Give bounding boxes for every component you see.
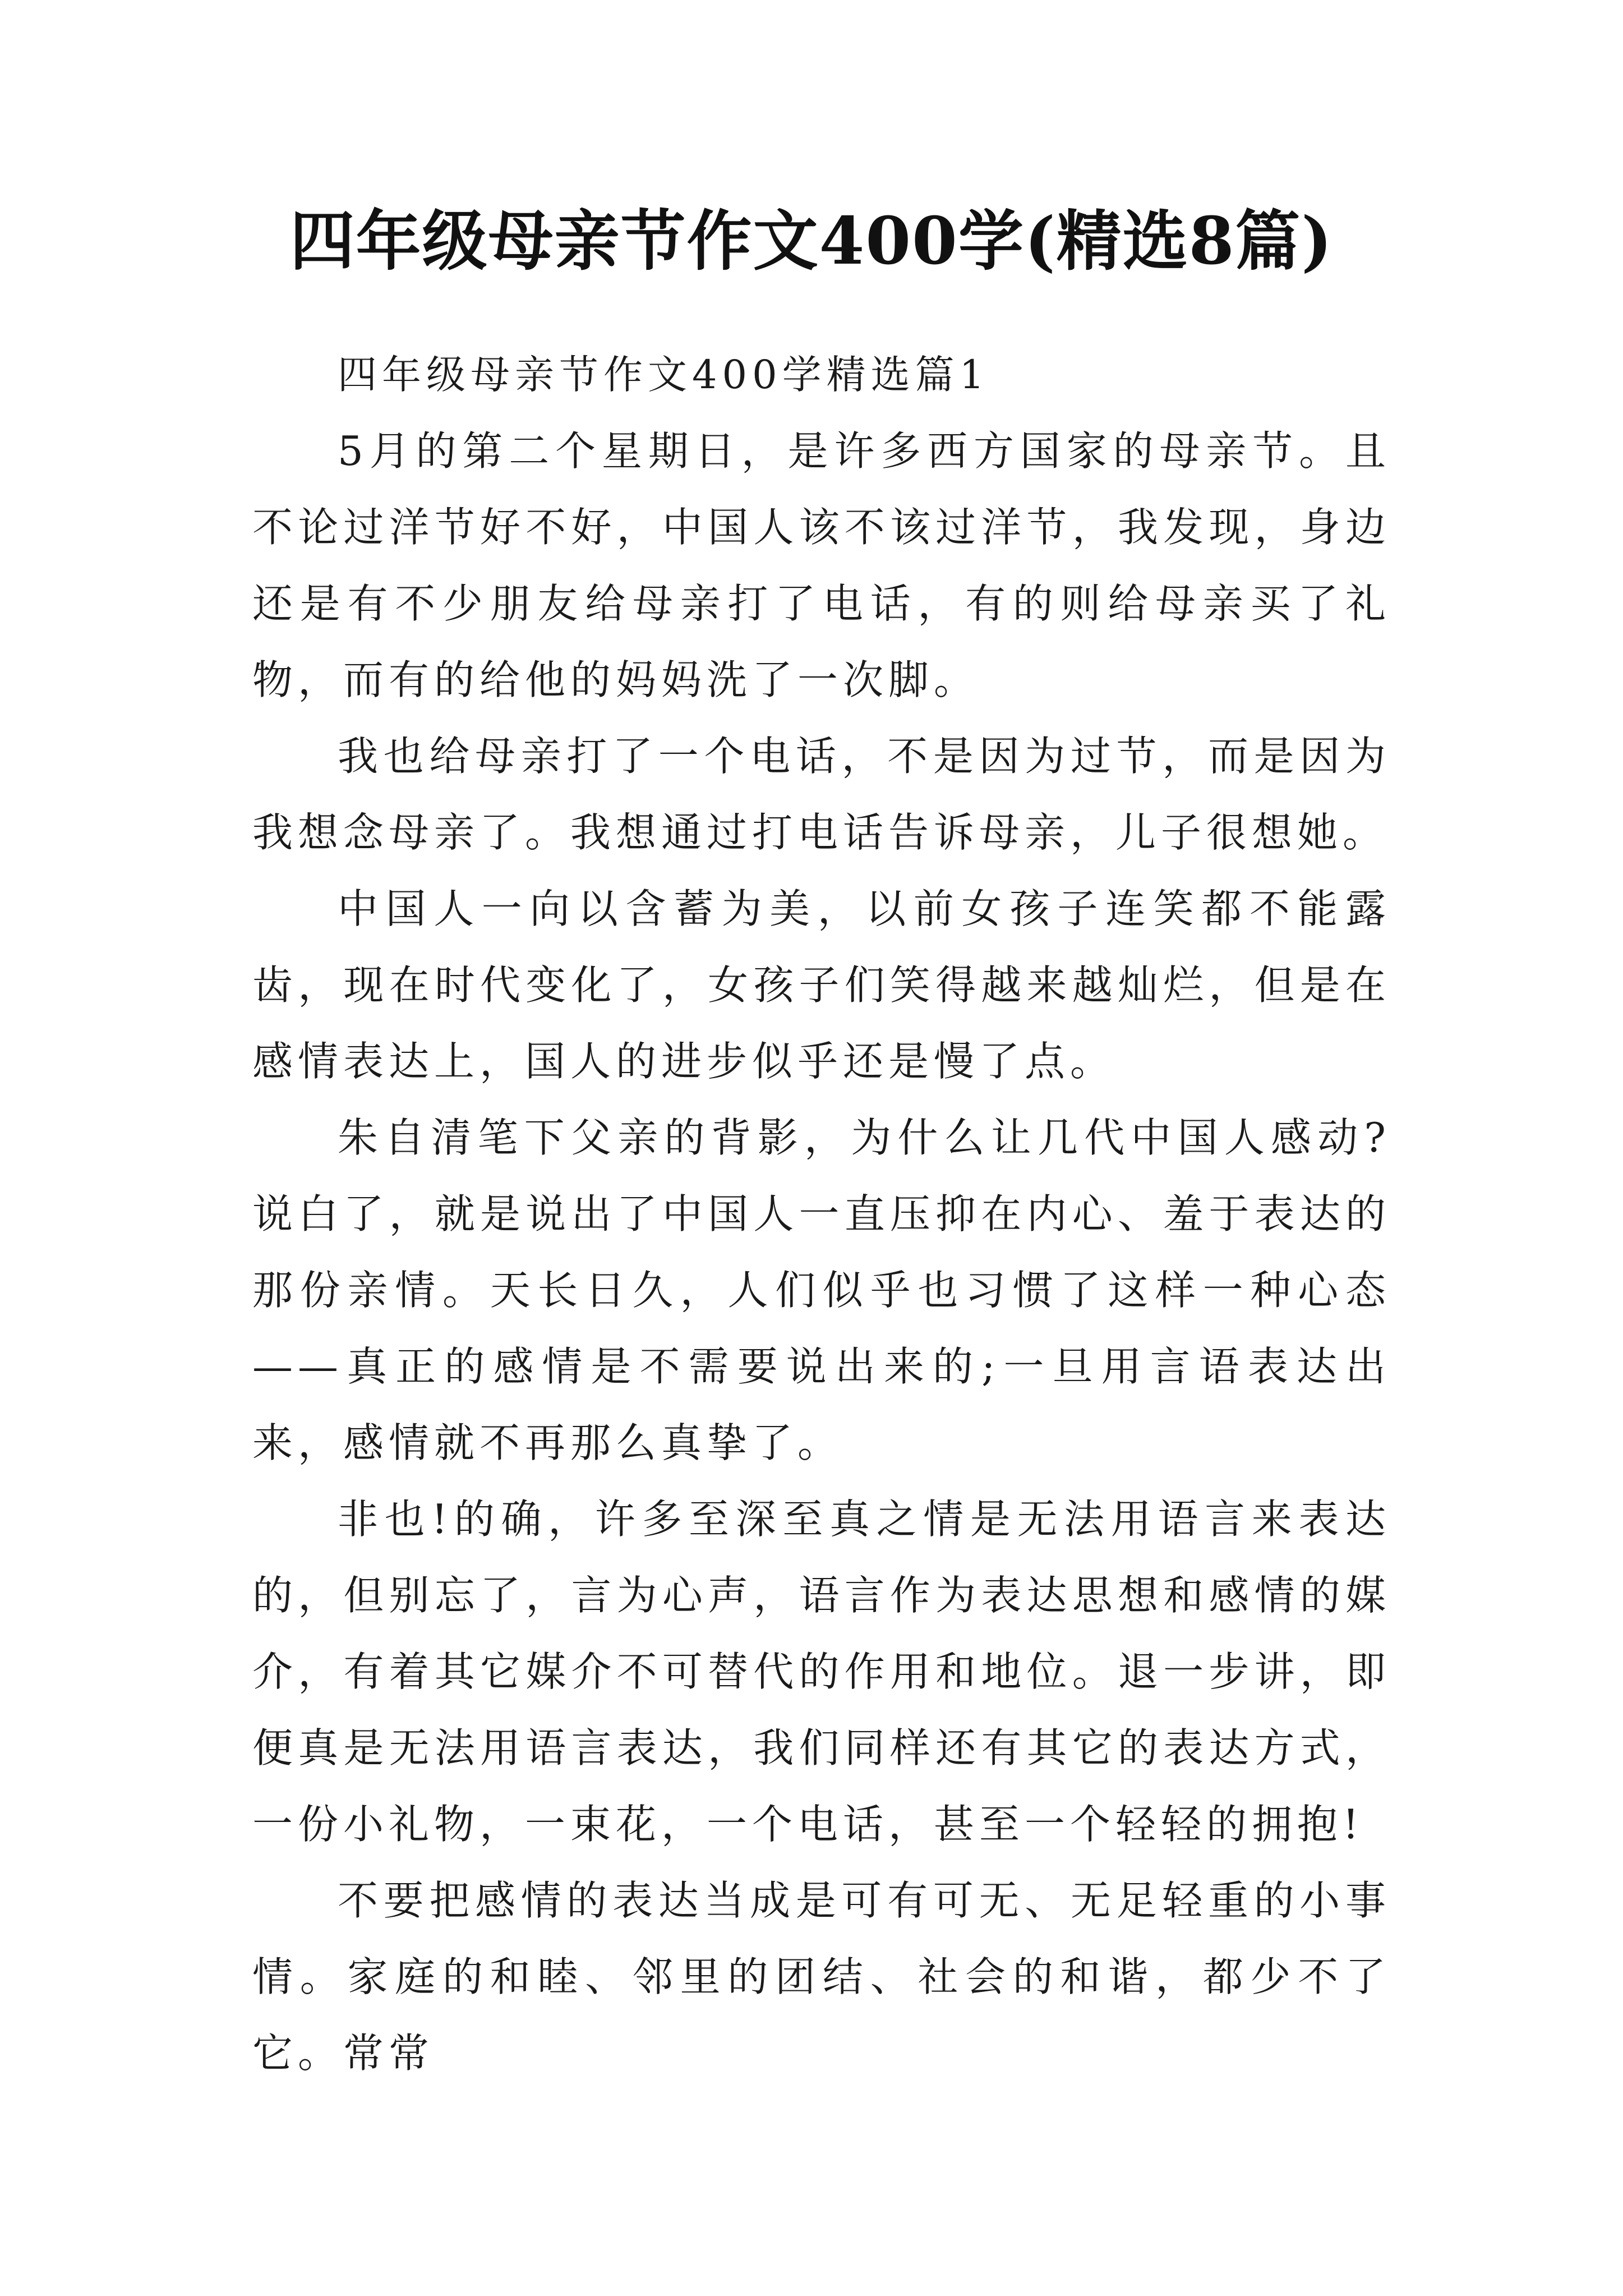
paragraph: 5月的第二个星期日，是许多西方国家的母亲节。且不论过洋节好不好，中国人该不该过洋节，我发现，身边还是有不少朋友给母亲打了电话，有的则给母亲买了礼物，而有的给他的妈妈洗了一次脚。: [252, 427, 1391, 703]
paragraph: 中国人一向以含蓄为美，以前女孩子连笑都不能露齿，现在时代变化了，女孩子们笑得越来越灿烂，但是在感情表达上，国人的进步似乎还是慢了点。: [252, 885, 1391, 1085]
paragraph: 非也!的确，许多至深至真之情是无法用语言来表达的，但别忘了，言为心声，语言作为表达思想和感情的媒介，有着其它媒介不可替代的作用和地位。退一步讲，即便真是无法用语言表达，我们同样还有其它的表达方式，一份小礼物，一束花，一个电话，甚至一个轻轻的拥抱!: [252, 1496, 1391, 1848]
document-title: 四年级母亲节作文400学(精选8篇): [289, 203, 1334, 279]
paragraph: 我也给母亲打了一个电话，不是因为过节，而是因为我想念母亲了。我想通过打电话告诉母亲，儿子很想她。: [252, 733, 1391, 856]
document-body: [252, 337, 1391, 2091]
section-heading: 四年级母亲节作文400学精选篇1: [338, 352, 990, 398]
paragraph: 不要把感情的表达当成是可有可无、无足轻重的小事情。家庭的和睦、邻里的团结、社会的和谐，都少不了它。常常: [252, 1877, 1391, 2077]
paragraph: 朱自清笔下父亲的背影，为什么让几代中国人感动?说白了，就是说出了中国人一直压抑在内心、羞于表达的那份亲情。天长日久，人们似乎也习惯了这样一种心态——真正的感情是不需要说出来的;一旦用言语表达出来，感情就不再那么真挚了。: [252, 1114, 1391, 1466]
